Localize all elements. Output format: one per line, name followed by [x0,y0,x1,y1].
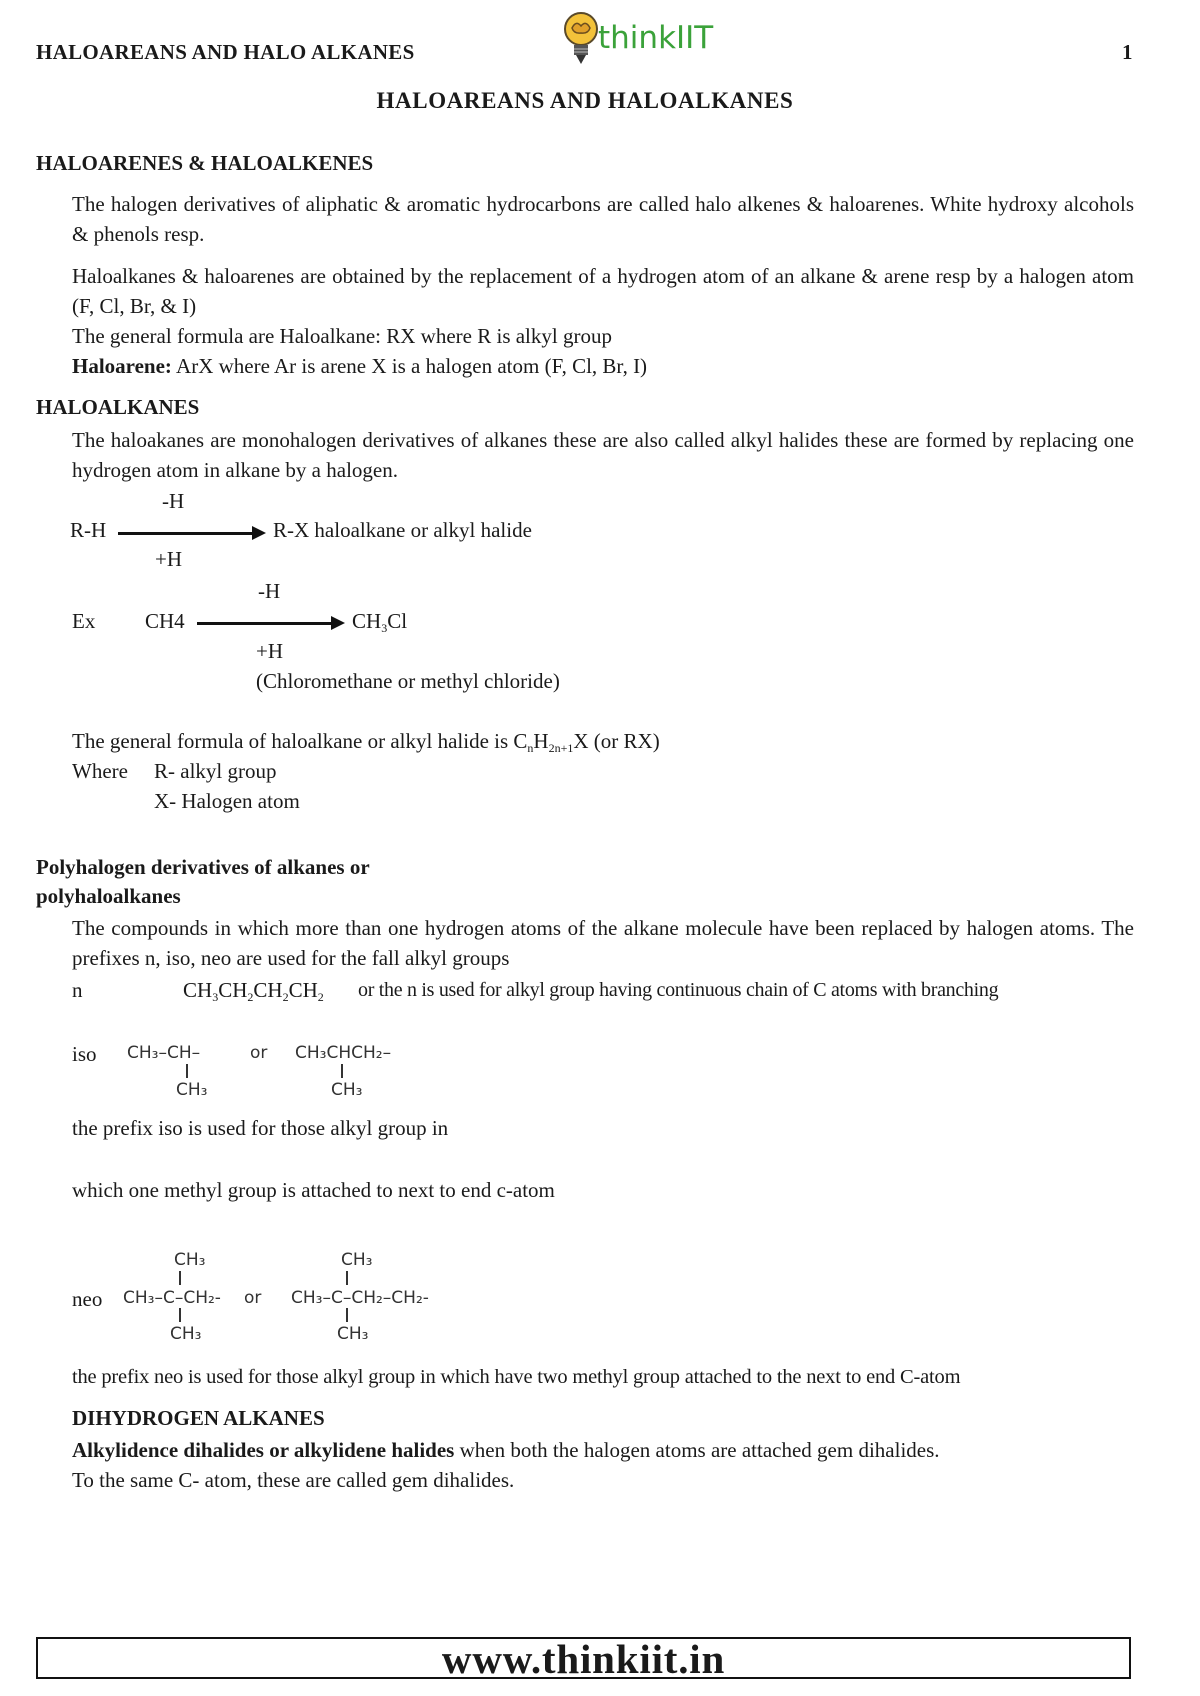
reaction1-reactant: R-H [70,518,107,542]
section-heading-dihydrogen: DIHYDROGEN ALKANES [72,1406,325,1430]
neo-left-bottom-bond [179,1308,181,1322]
reaction2-name: (Chloromethane or methyl chloride) [256,669,560,693]
x-definition: X- Halogen atom [154,789,300,813]
reaction1-arrow-line [118,532,252,535]
reaction2-below: +H [256,639,284,663]
n-description: or the n is used for alkyl group having continuous chain of C atoms with branching [358,979,999,1001]
section-heading-haloarenes: HALOARENES & HALOALKENES [36,151,374,175]
neo-right-top-bond [346,1271,348,1285]
gem-dihalide-line-2: To the same C- atom, these are called gem dihalides. [72,1468,515,1492]
r-definition: R- alkyl group [154,759,277,783]
iso-description-2: which one methyl group is attached to next to end c-atom [72,1178,555,1202]
neo-left-top-branch: CH₃ [174,1250,206,1270]
iso-label: iso [72,1042,97,1066]
lightbulb-icon [562,10,600,68]
n-label: n [72,978,83,1002]
formula-sub-n: n [527,741,534,755]
paragraph-haloalkanes: The haloakanes are monohalogen derivatives of alkanes these are also called alkyl halides these are formed by replacing one hydrogen atom in alkane by a halogen. [72,428,1134,482]
alkylidene-description: when both the halogen atoms are attached gem dihalides. [454,1438,940,1462]
paragraph-polyhalogen: The compounds in which more than one hydrogen atoms of the alkane molecule have been replaced by halogen atoms. The prefixes n, iso, neo are used for the fall alkyl groups [72,916,1134,970]
product-ch: CH [352,609,382,633]
where-label: Where [72,759,128,783]
gem-dihalide-line-1 [72,1435,940,1465]
reaction2-product [352,606,407,643]
neo-left-bottom-branch: CH₃ [170,1324,202,1344]
reaction1-product: R-X haloalkane or alkyl halide [273,518,532,542]
running-title: HALOAREANS AND HALO ALKANES [36,40,415,64]
iso-right-branch: CH₃ [331,1080,363,1100]
paragraph-replacement: Haloalkanes & haloarenes are obtained by the replacement of a hydrogen atom of an alkane & arene resp by a halogen atom (F, Cl, Br, & I) [72,264,1134,318]
arrow-right-icon [252,526,266,540]
neo-structure-left: CH₃–C–CH₂- [123,1288,221,1308]
iso-left-branch: CH₃ [176,1080,208,1100]
section-heading-haloalkanes: HALOALKANES [36,395,200,419]
logo-text: thinkIIT [598,20,714,56]
formula-line-haloarene [72,351,647,381]
reaction2-ex-label: Ex [72,609,96,633]
formula-line-haloalkane: The general formula are Haloalkane: RX where R is alkyl group [72,324,612,348]
alkylidene-label: Alkylidence dihalides or alkylidene halides [72,1438,455,1462]
formula-end: X (or RX) [573,729,660,753]
paragraph-intro: The halogen derivatives of aliphatic & aromatic hydrocarbons are called halo alkenes & haloarenes. White hydroxy alcohols & phenols resp. [72,192,1134,246]
neo-right-bottom-branch: CH₃ [337,1324,369,1344]
neo-structure-right: CH₃–C–CH₂–CH₂- [291,1288,429,1308]
reaction1-below: +H [155,547,183,571]
iso-structure-right: CH₃CHCH₂– [295,1043,392,1063]
iso-right-bond [341,1064,343,1078]
n-formula: $CH_3CH_2CH_2CH_2$ [183,978,324,1004]
page-title: HALOAREANS AND HALOALKANES [376,88,794,113]
footer-url[interactable]: www.thinkiit.in [441,1636,726,1682]
section-heading-polyhalogen-2: polyhaloalkanes [36,884,181,908]
section-heading-polyhalogen-1: Polyhalogen derivatives of alkanes or [36,855,370,879]
iso-structure-left: CH₃–CH– [127,1043,201,1063]
neo-right-bottom-bond [346,1308,348,1322]
formula-h: H [533,729,549,753]
neo-or: or [244,1288,262,1308]
haloarene-label: Haloarene: [72,354,172,378]
formula-sub-2n: 2n+1 [548,741,574,755]
neo-description: the prefix neo is used for those alkyl group in which have two methyl group attached to the next to end C-atom [72,1366,961,1388]
reaction1-above: -H [162,489,185,513]
page-number: 1 [1122,40,1133,64]
product-cl: Cl [387,609,408,633]
neo-right-top-branch: CH₃ [341,1250,373,1270]
neo-label: neo [72,1287,103,1311]
iso-or: or [250,1043,268,1063]
haloarene-definition: ArX where Ar is arene X is a halogen atom (F, Cl, Br, I) [171,354,648,378]
iso-description-1: the prefix iso is used for those alkyl group in [72,1116,449,1140]
footer-box [36,1636,1131,1682]
reaction2-reactant: CH4 [145,609,185,633]
product-subscript: 3 [381,621,388,635]
neo-left-top-bond [179,1271,181,1285]
arrow-right-icon [331,616,345,630]
formula-text: The general formula of haloalkane or alkyl halide is C [72,729,528,753]
iso-left-bond [186,1064,188,1078]
reaction2-above: -H [258,579,281,603]
reaction2-arrow-line [197,622,331,625]
